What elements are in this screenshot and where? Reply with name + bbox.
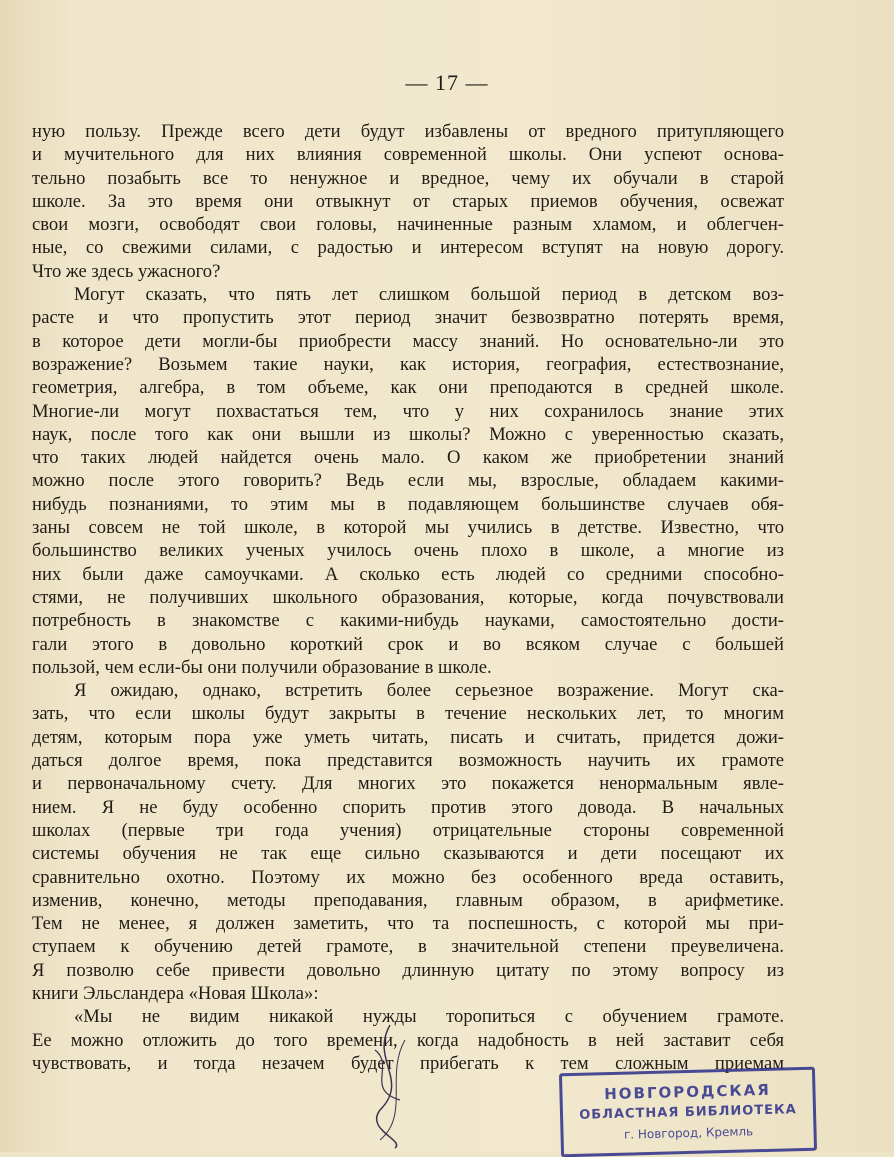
text-line: Могут сказать, что пять лет слишком большой период в детском воз- xyxy=(74,284,784,306)
text-line: свои мозги, освободят свои головы, начиненные разным хламом, и облегчен- xyxy=(32,214,784,236)
stamp-line-3: г. Новгород, Кремль xyxy=(623,1124,754,1142)
text-line: них были даже самоучками. А сколько есть людей со средними способно- xyxy=(32,563,784,585)
text-line: Я ожидаю, однако, встретить более серьезное возражение. Могут ска- xyxy=(74,680,784,702)
text-line: можно после этого говорить? Ведь если мы, взрослые, обладаем какими- xyxy=(32,470,784,492)
text-line: и мучительного для них влияния современной школы. Они успеют основа- xyxy=(32,144,784,166)
text-line: потребность в знакомстве с какими-нибудь науками, самостоятельно дости- xyxy=(32,610,784,632)
text-line: наук, после того как они вышли из школы? Можно с уверенностью сказать, xyxy=(32,423,784,445)
text-line: большинство великих ученых училось очень плохо в школе, а многие из xyxy=(32,540,784,562)
text-line: ступаем к обучению детей грамоте, в значительной степени преувеличена. xyxy=(32,936,784,958)
text-line: нибудь познаниями, то этим мы в подавляющем большинстве случаев обя- xyxy=(32,493,784,515)
text-line: и первоначальному счету. Для многих это покажется ненормальным явле- xyxy=(32,773,784,795)
text-line: изменив, конечно, методы преподавания, главным образом, в арифметике. xyxy=(32,889,784,911)
text-line: чувствовать, и тогда незачем будет прибегать к тем сложным приемам xyxy=(32,1052,784,1074)
text-line: возражение? Возьмем такие науки, как история, география, естествознание, xyxy=(32,353,784,375)
text-line: школе. За это время они отвыкнут от старых приемов обучения, освежат xyxy=(32,190,784,212)
page-number: — 17 — xyxy=(405,70,489,95)
text-line: Ее можно отложить до того времени, когда надобность в ней заставит себя xyxy=(32,1029,784,1051)
text-line: даться долгое время, пока представится возможность научить их грамоте xyxy=(32,750,784,772)
text-line: что таких людей найдется очень мало. О каком же приобретении знаний xyxy=(32,447,784,469)
text-line: заны совсем не той школе, в которой мы учились в детстве. Известно, что xyxy=(32,517,784,539)
text-line: стями, не получивших школьного образования, которые, когда почувствовали xyxy=(32,586,784,608)
text-line: тельно позабыть все то ненужное и вредное, чему их обучали в старой xyxy=(32,167,784,189)
text-line: детям, которым пора уже уметь читать, писать и считать, придется дожи- xyxy=(32,726,784,748)
text-line: Тем не менее, я должен заметить, что та поспешность, с которой мы при- xyxy=(32,913,784,935)
text-line: книги Эльсландера «Новая Школа»: xyxy=(32,982,319,1004)
library-stamp xyxy=(559,1067,817,1157)
text-line: гали этого в довольно короткий срок и во всяком случае с большей xyxy=(32,633,784,655)
text-line: Я позволю себе привести довольно длинную цитату по этому вопросу из xyxy=(32,959,784,981)
handwritten-mark xyxy=(350,1020,430,1150)
text-line: нием. Я не буду особенно спорить против этого довода. В начальных xyxy=(32,796,784,818)
text-line: Многие-ли могут похвастаться тем, что у них сохранилось знание этих xyxy=(32,400,784,422)
text-line: зать, что если школы будут закрыты в течение нескольких лет, то многим xyxy=(32,703,784,725)
text-line: пользой, чем если-бы они получили образование в школе. xyxy=(32,656,492,678)
text-line: системы обучения не так еще сильно сказываются и дети посещают их xyxy=(32,843,784,865)
stamp-line-2: ОБЛАСТНАЯ БИБЛИОТЕКА xyxy=(579,1102,797,1123)
text-line: ные, со свежими силами, с радостью и интересом вступят на новую дорогу. xyxy=(32,237,784,259)
text-line: «Мы не видим никакой нужды торопиться с обучением грамоте. xyxy=(74,1006,784,1028)
stamp-line-1: НОВГОРОДСКАЯ xyxy=(603,1080,771,1104)
text-line: сравнительно охотно. Поэтому их можно без особенного вреда оставить, xyxy=(32,866,784,888)
text-line: ную пользу. Прежде всего дети будут избавлены от вредного притупляющего xyxy=(32,121,784,142)
body-text xyxy=(32,120,784,1075)
text-line: Что же здесь ужасного? xyxy=(32,260,221,282)
text-line: геометрия, алгебра, в том объеме, как они преподаются в средней школе. xyxy=(32,377,784,399)
text-line: школах (первые три года учения) отрицательные стороны современной xyxy=(32,819,784,841)
text-line: расте и что пропустить этот период значит безвозвратно потерять время, xyxy=(32,307,784,329)
text-line: в которое дети могли-бы приобрести массу знаний. Но основательно-ли это xyxy=(32,330,784,352)
